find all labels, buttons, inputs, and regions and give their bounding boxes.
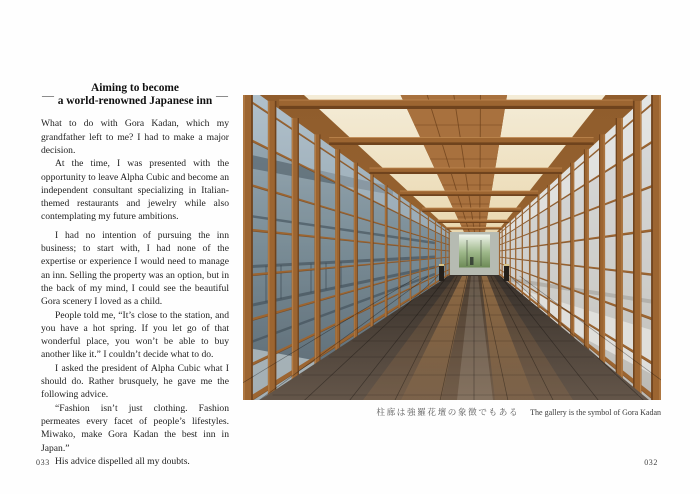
left-page (41, 82, 229, 468)
gallery-photo-illustration (243, 95, 661, 400)
paragraph: “Fashion isn’t just clothing. Fashion permeates every facet of people’s lifestyles. Miwako, make Gora Kadan the best inn in Japan.” (41, 402, 229, 454)
caption-english: The gallery is the symbol of Gora Kadan (530, 408, 661, 417)
paragraph: People told me, “It’s close to the station, and you have a hot spring. If you let go of that wonderful place, you won’t be able to buy another like it.” I couldn’t decide what to do. (41, 309, 229, 361)
page-number-left: 033 (36, 458, 50, 467)
paragraph: I had no intention of pursuing the inn business; to start with, I had none of the expertise or experience I would need to manage an inn. Selling the property was an option, but in the back of my mind, I could see the beautiful Gora scenery I loved as a child. (41, 229, 229, 308)
title-line-1: Aiming to become (91, 82, 179, 94)
title-line-2: a world-renowned Japanese inn (57, 95, 213, 108)
title-dash-right: — (216, 88, 228, 103)
body-text (41, 117, 229, 468)
photo-caption (243, 406, 661, 418)
title-text (55, 82, 215, 108)
title-dash-left: — (42, 88, 54, 103)
page-number-right: 032 (644, 458, 658, 467)
paragraph: I asked the president of Alpha Cubic what I should do. Rather brusquely, he gave me the following advice. (41, 362, 229, 401)
paragraph: At the time, I was presented with the opportunity to leave Alpha Cubic and become an independent consultant specializing in Italian-themed restaurants and jewelry while also contemplating my future ambitions. (41, 158, 229, 223)
gallery-photo (243, 95, 661, 400)
caption-japanese: 柱廊は強羅花壇の象徴でもある (376, 407, 520, 417)
chapter-title (41, 82, 229, 108)
paragraph: What to do with Gora Kadan, which my grandfather left to me? I had to make a major decision. (41, 118, 229, 156)
paragraph: His advice dispelled all my doubts. (55, 455, 190, 467)
